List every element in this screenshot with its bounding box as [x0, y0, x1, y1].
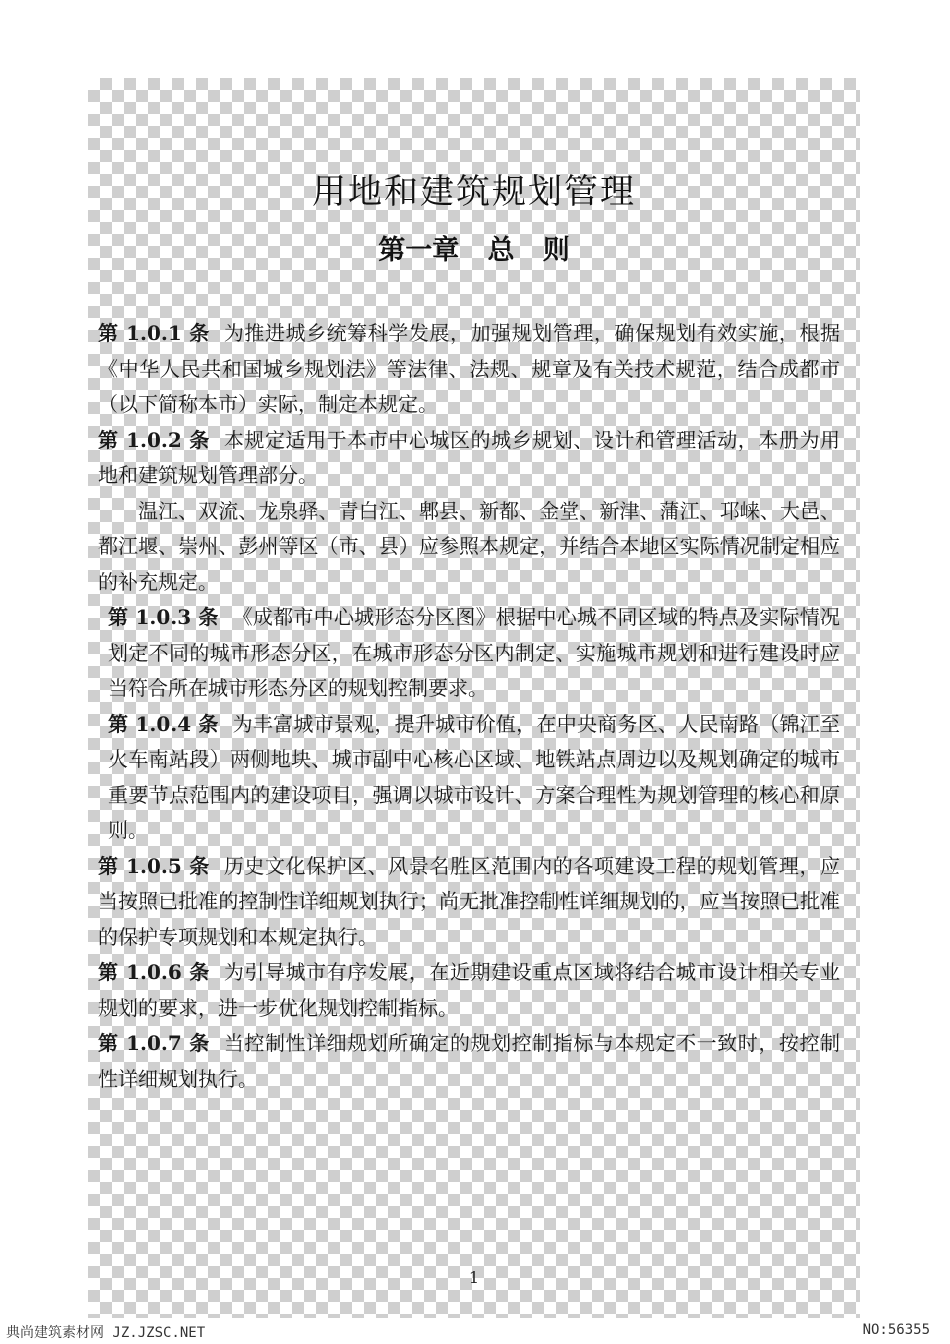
article-1-0-2	[98, 423, 840, 494]
article-text: 本规定适用于本市中心城区的城乡规划、设计和管理活动，本册为用地和建筑规划管理部分。	[98, 427, 841, 487]
article-1-0-3	[98, 600, 840, 707]
article-number: 第 1.0.6 条	[98, 960, 210, 984]
article-1-0-5	[98, 849, 840, 956]
article-number: 第 1.0.1 条	[98, 321, 210, 345]
article-number: 第 1.0.7 条	[98, 1031, 210, 1055]
article-1-0-2-continuation: 温江、双流、龙泉驿、青白江、郫县、新都、金堂、新津、蒲江、邛崃、大邑、都江堰、崇州、彭州等区（市、县）应参照本规定，并结合本地区实际情况制定相应的补充规定。	[98, 498, 840, 594]
document-page	[88, 78, 860, 1318]
article-number: 第 1.0.4 条	[108, 711, 219, 736]
chapter-heading: 第一章 总 则	[378, 235, 570, 266]
article-number: 第 1.0.3 条	[108, 605, 219, 629]
article-1-0-4	[98, 707, 840, 849]
article-1-0-7	[98, 1026, 840, 1097]
article-number: 第 1.0.2 条	[98, 427, 210, 452]
article-text: 为丰富城市景观，提升城市价值，在中央商务区、人民南路（锦江至火车南站段）两侧地块、城市副中心核心区域、地铁站点周边以及规划确定的城市重要节点范围内的建设项目，强调以城市设计、方案合理性为规划管理的核心和原则。	[108, 711, 840, 842]
article-1-0-1	[98, 316, 840, 423]
article-text: 当控制性详细规划所确定的规划控制指标与本规定不一致时，按控制性详细规划执行。	[98, 1031, 841, 1091]
watermark-site: 典尚建筑素材网 JZ.JZSC.NET	[6, 1325, 206, 1341]
article-text: 为推进城乡统筹科学发展，加强规划管理，确保规划有效实施，根据《中华人民共和国城乡规划法》等法律、法规、规章及有关技术规范，结合成都市（以下简称本市）实际，制定本规定。	[98, 321, 841, 416]
article-text: 为引导城市有序发展，在近期建设重点区域将结合城市设计相关专业规划的要求，进一步优化规划控制指标。	[98, 960, 841, 1020]
document-title: 用地和建筑规划管理	[312, 172, 636, 212]
watermark-id: NO:56355	[862, 1322, 930, 1338]
article-text: 历史文化保护区、风景名胜区范围内的各项建设工程的规划管理，应当按照已批准的控制性详细规划执行；尚无批准控制性详细规划的，应当按照已批准的保护专项规划和本规定执行。	[98, 853, 841, 949]
article-text: 《成都市中心城形态分区图》根据中心城不同区域的特点及实际情况划定不同的城市形态分区，在城市形态分区内制定、实施城市规划和进行建设时应当符合所在城市形态分区的规划控制要求。	[108, 605, 840, 700]
article-1-0-6	[98, 955, 840, 1026]
page-number: 1	[468, 1268, 480, 1287]
document-body	[98, 316, 840, 1097]
article-number: 第 1.0.5 条	[98, 853, 210, 878]
